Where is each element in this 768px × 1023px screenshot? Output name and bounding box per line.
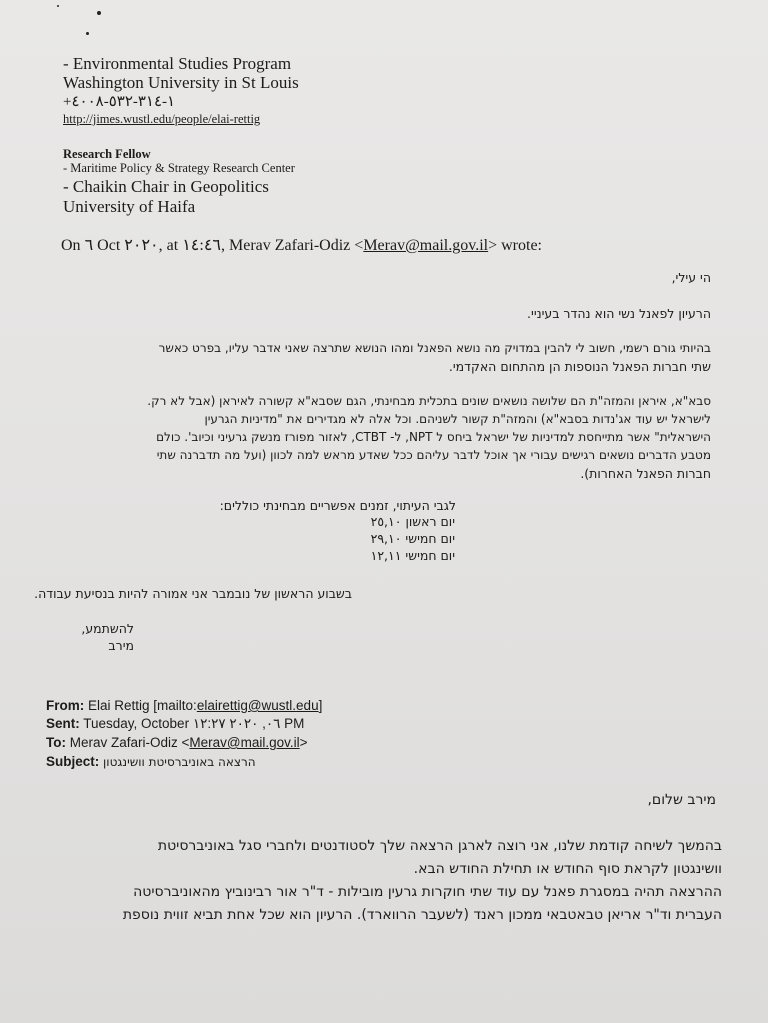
signature-url[interactable] [63, 112, 260, 127]
signature-line-1: - Environmental Studies Program [63, 54, 292, 73]
header-from-value: Elai Rettig [mailto: [88, 698, 197, 713]
reply-date-item: יום ראשון ٢٥,١٠ [370, 514, 455, 529]
quote-header-suffix: > wrote: [488, 237, 542, 254]
quote-header-email[interactable]: Merav@mail.gov.il [363, 237, 489, 254]
header-from-label: From: [46, 698, 85, 713]
signature-line-5: University of Haifa [63, 197, 196, 216]
body-line: בהמשך לשיחה קודמת שלנו, אני רוצה לארגן הרצאה שלך לסטודנטים ולחברי סגל באוניברסיטת [157, 838, 722, 854]
reply-paragraph-3-line: סבא"א, איראן והמזה"ת הם שלושה נושאים שונים בתכלית מבחינתי, הגם שסבא"א קשורה לאיראן (אבל לא רק. [147, 394, 711, 408]
header-to-value: Merav Zafari-Odiz < [69, 735, 190, 750]
speck [86, 32, 89, 35]
header-to-label: To: [46, 735, 66, 750]
header-subject-label: Subject: [46, 754, 100, 769]
signature-phone: +١-٣١٤-٥٣٢-٤٠٠٨ [63, 94, 176, 110]
reply-date-item: יום חמישי ٢٩,١٠ [370, 531, 455, 546]
signature-line-4: - Chaikin Chair in Geopolitics [63, 177, 269, 196]
reply-paragraph-1: הרעיון לפאנל נשי הוא נהדר בעיניי. [527, 306, 711, 321]
header-subject [46, 754, 256, 769]
body-greeting: מירב שלום, [647, 792, 716, 808]
speck [57, 5, 59, 7]
reply-paragraph-3-line: לישראל יש עוד אג'נדות בסבא"א) והמזה"ת קשור לשניהם. וכל אלה לא מגדירים את "מדיניות הגרעין [204, 412, 711, 426]
quote-header-prefix: On ٦ Oct ٢٠٢٠, at ١٤:٤٦, Merav Zafari-Odiz < [61, 237, 364, 254]
header-from-email[interactable]: elairettig@wustl.edu [196, 698, 319, 713]
header-to-email[interactable]: Merav@mail.gov.il [189, 735, 300, 750]
header-from-end: ] [318, 698, 323, 713]
signature-url-link[interactable]: http://jimes.wustl.edu/people/elai-rettig [63, 112, 261, 126]
signature-line-2: Washington University in St Louis [63, 73, 299, 92]
header-to-end: > [299, 735, 308, 750]
reply-paragraph-2-line: שתי חברות הפאנל הנוספות הן מהתחום האקדמי. [448, 359, 711, 374]
reply-paragraph-3-line: הישראלית" אשר מתייחסת למדיניות של ישראל ביחס ל NPT, ל- CTBT, לאזור מפורז מנשק גרעיני וכיוב'. כולם [156, 430, 711, 444]
reply-closing: להשתמע, [81, 621, 134, 636]
reply-paragraph-2-line: בהיותי גורם רשמי, חשוב לי להבין במדויק מה נושא הפאנל ומהו הנושא שתרצה שאני אדבר עליו, בפרט כאשר [158, 341, 711, 355]
reply-paragraph-3-line: חברות הפאנל האחרות). [580, 466, 711, 481]
body-line: ההרצאה תהיה במסגרת פאנל עם עוד שתי חוקרות גרעין מובילות - ד"ר אור רבינוביץ מהאוניברסיטה [133, 884, 722, 900]
header-subject-value: הרצאה באוניברסיטת וושינגטון [103, 755, 256, 769]
speck [97, 11, 101, 15]
header-sent-label: Sent: [46, 716, 80, 731]
reply-paragraph-4: בשבוע הראשון של נובמבר אני אמורה להיות בנסיעת עבודה. [34, 586, 352, 601]
reply-paragraph-3-line: מטבע הדברים נושאים רגישים עבורי אך אוכל לדבר עליהם ככל שאדע מראש למה לכוון (ועל מה תדברנה שתי [156, 448, 711, 462]
header-to [46, 735, 308, 750]
body-line: העברית וד"ר אריאן טבאטבאי ממכון ראנד (לשעבר הרווארד). הרעיון הוא שכל אחת תביא זווית נוספת [122, 907, 722, 923]
signature-title: Research Fellow [63, 147, 151, 161]
quote-header [61, 235, 542, 255]
header-sent [46, 716, 304, 732]
reply-date-item: יום חמישי ١٢,١١ [370, 548, 455, 563]
signature-line-3: - Maritime Policy & Strategy Research Center [63, 161, 295, 175]
reply-greeting: הי עילי, [671, 270, 711, 285]
header-sent-value: Tuesday, October ٠٦, ٢٠٢٠ ١٢:٢٧ PM [83, 716, 305, 731]
reply-signature-name: מירב [108, 638, 134, 653]
reply-dates-intro: לגבי העיתוי, זמנים אפשריים מבחינתי כוללים: [219, 498, 456, 513]
body-line: וושינגטון לקראת סוף החודש או תחילת החודש הבא. [413, 861, 722, 877]
header-from [46, 698, 322, 713]
